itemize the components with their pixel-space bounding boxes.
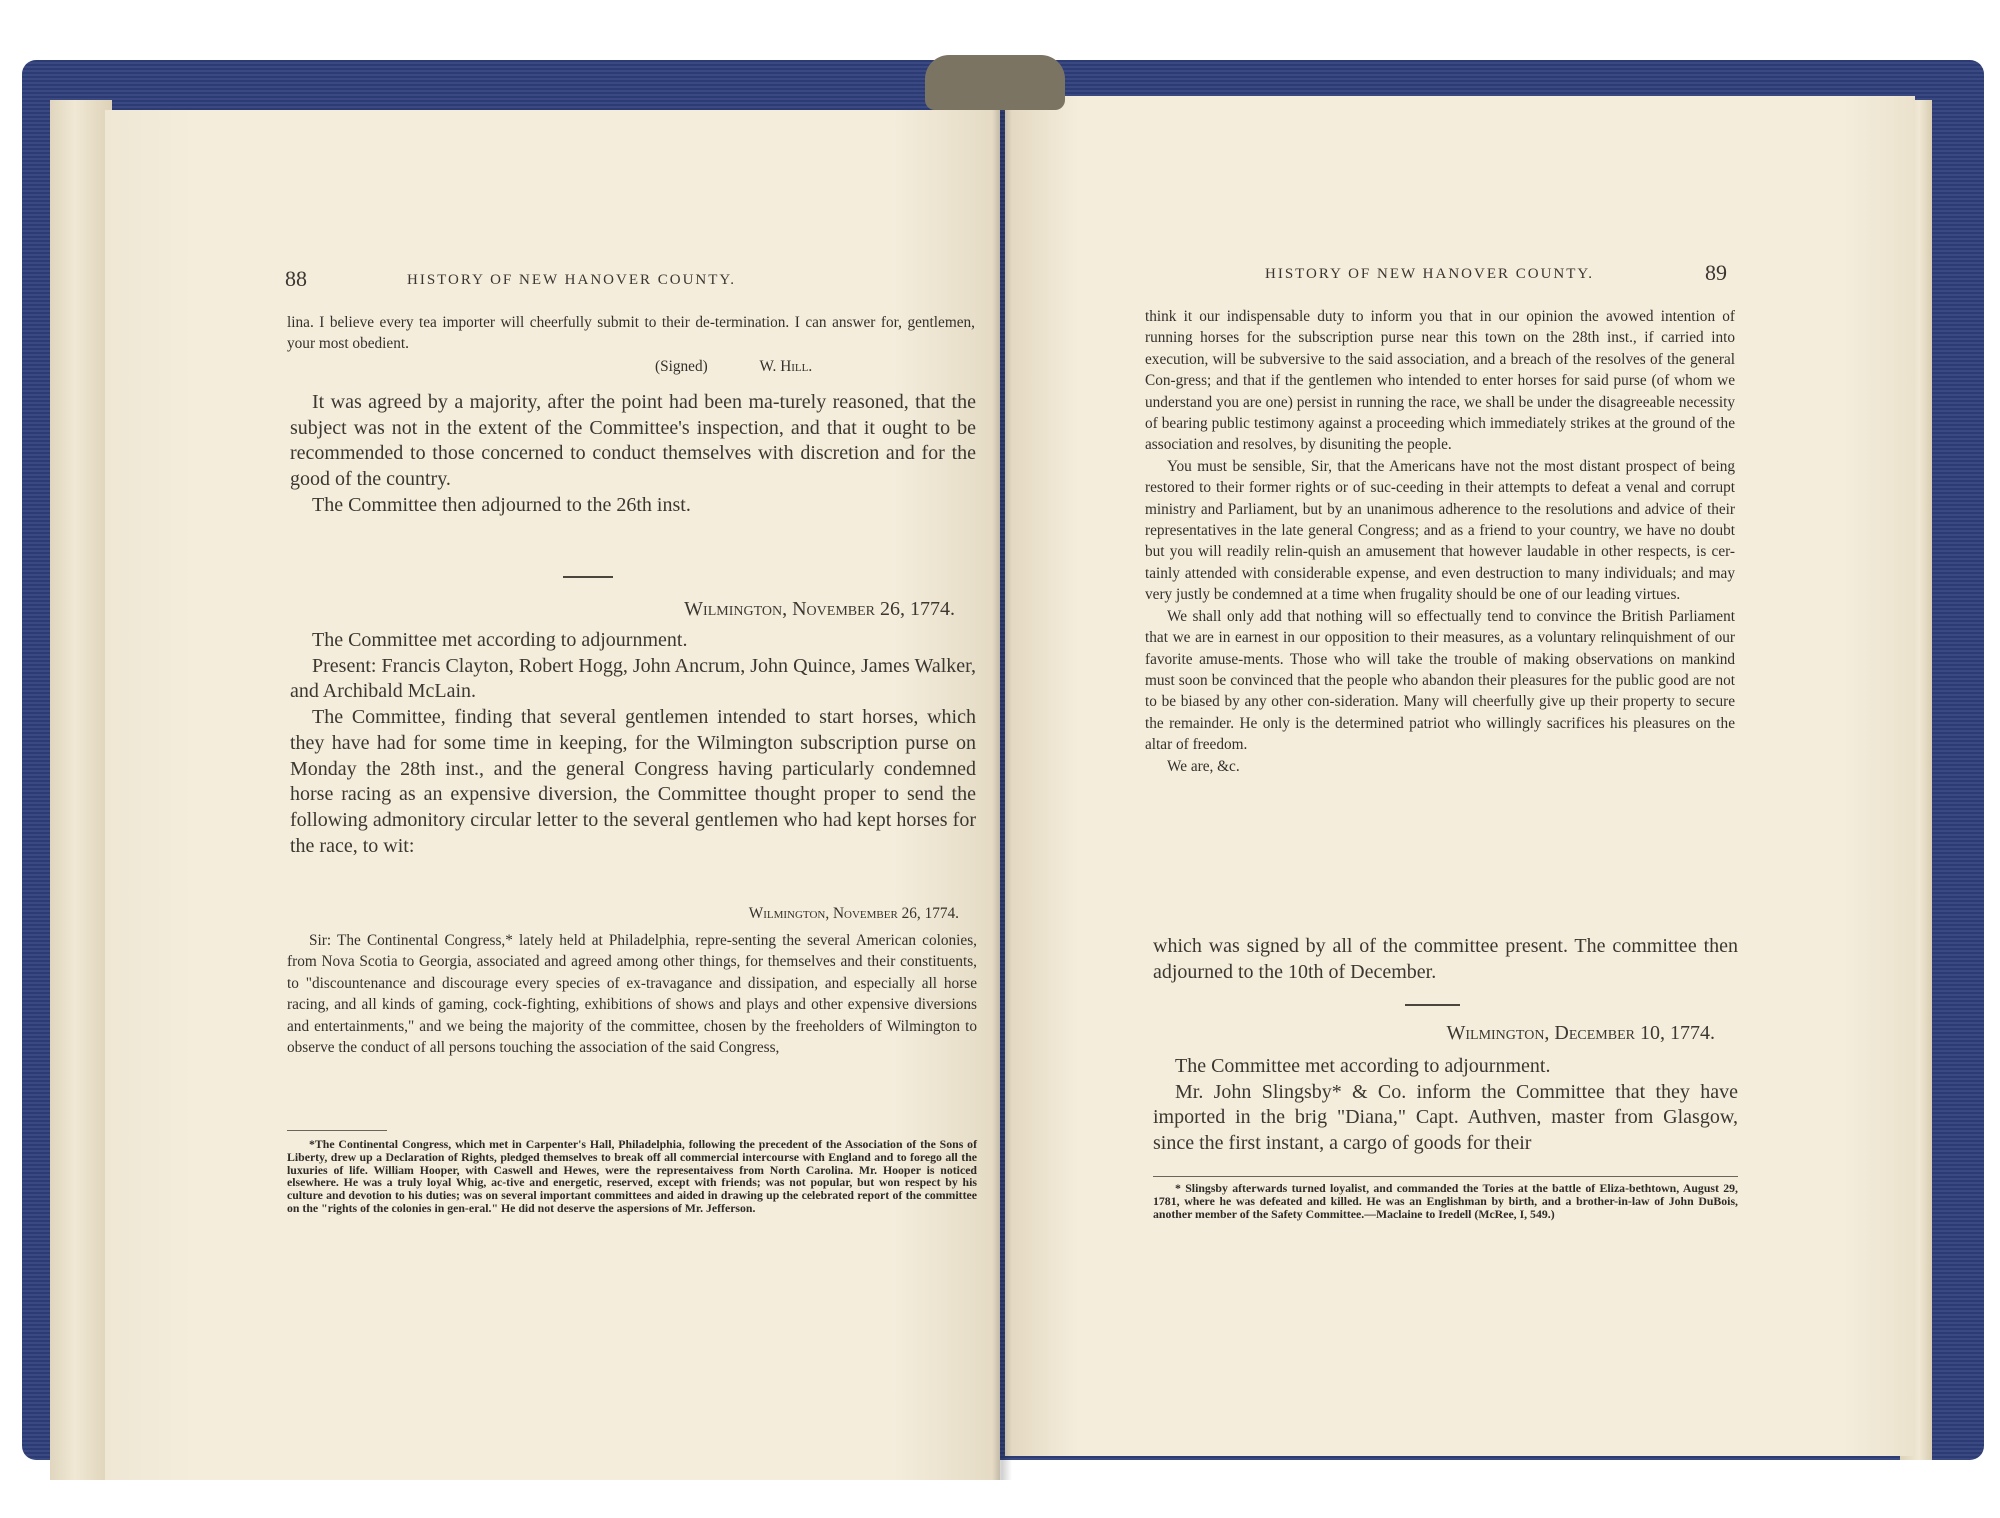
signed-label: (Signed)	[655, 358, 708, 375]
carry-over-text	[287, 312, 975, 355]
paragraph: Mr. John Slingsby* & Co. inform the Committee that they have imported in the brig "Diana," Capt. Authven, master from Glasgow, since the first instant, a cargo of goods for their	[1153, 1080, 1738, 1155]
dateline: Wilmington, November 26, 1774.	[684, 598, 955, 620]
page-edges-left	[50, 100, 112, 1480]
paragraph: Present: Francis Clayton, Robert Hogg, John Ancrum, John Quince, James Walker, and Archibald McLain.	[290, 654, 976, 703]
paragraph: which was signed by all of the committee present. The committee then adjourned to the 10th of December.	[1153, 935, 1738, 983]
footnote	[287, 1138, 977, 1215]
footnote-text: * Slingsby afterwards turned loyalist, and commanded the Tories at the battle of Eliza-bethtown, August 29, 1781, where he was defeated and killed. He was an Englishman by birth, and a brother-in-law of John DuBois, another member of the Safety Committee.—Maclaine to Iredell (McRee, I, 549.)	[1153, 1181, 1738, 1221]
page-number: 89	[1705, 260, 1727, 285]
letter-paragraph: We shall only add that nothing will so effectually tend to convince the British Parliament that we are in earnest in our opposition to their measures, as a voluntary relinquishment of our favorite amuse-ments. Those who will take the trouble of making observations on mankind must soon be convinced that the people who abandon their pleasures for the public good are not to be biased by any other con-sideration. Many will cheerfully give up their property to secure the remainder. He only is the determined patriot who willingly sacrifices his pleasures on the altar of freedom.	[1145, 607, 1735, 754]
paragraph: The Committee then adjourned to the 26th inst.	[312, 493, 691, 516]
paragraph: The Committee met according to adjournment.	[1175, 1055, 1551, 1077]
letter-text	[1145, 306, 1735, 777]
paragraph: The Committee met according to adjournment.	[312, 629, 688, 651]
body-text-upper	[290, 390, 976, 519]
section-rule	[563, 576, 613, 578]
letter-paragraph: think it our indispensable duty to inform you that in our opinion the avowed intention of running horses for the subscription purse near this town on the 28th inst., if carried into execution, will be subversive to the said association, and a breach of the resolves of the general Con-gress; and that if the gentlemen who intended to enter horses for said purse (of whom we understand you are one) persist in running the race, we shall be under the disagreeable necessity of bearing public testimony against a proceeding which immediately strikes at the ground of the association and resolves, by disuniting the people.	[1145, 308, 1735, 454]
letter-closing: We are, &c.	[1167, 757, 1240, 775]
body-text-lower	[290, 628, 976, 859]
footnote-text: *The Continental Congress, which met in Carpenter's Hall, Philadelphia, following the precedent of the Association of the Sons of Liberty, drew up a Declaration of Rights, pledged themselves to break off all commercial intercourse with England and to forego all the luxuries of life. William Hooper, with Caswell and Hewes, were the representaivess from North Carolina. Mr. Hooper is noticed elsewhere. He was a truly loyal Whig, ac-tive and energetic, reserved, except with friends; was not popular, but won respect by his culture and devotion to his duties; was on several important committees and aided in drawing up the celebrated report of the committee on the "rights of the colonies in gen-eral." He did not deserve the aspersions of Mr. Jefferson.	[287, 1137, 977, 1215]
right-page	[1005, 96, 1915, 1456]
letter-text	[287, 930, 977, 1058]
letter-paragraph: You must be sensible, Sir, that the Americans have not the most distant prospect of being restored to their former rights or of suc-ceeding in their attempts to defeat a venal and corrupt ministry and Parliament, but by an unanimous adherence to the resolutions and advice of their representatives in the late general Congress; and as a friend to your country, we have no doubt but you will readily relin-quish an amusement that however laudable in other respects, is cer-tainly attended with considerable expense, and even destruction to many individuals; and may very justly be condemned at a time when frugality should be one of our leading virtues.	[1145, 457, 1735, 604]
binding-cord	[925, 55, 1065, 110]
letter-paragraph: Sir: The Continental Congress,* lately held at Philadelphia, repre-senting the several American colonies, from Nova Scotia to Georgia, associated and agreed among other things, for themselves and their constituents, to "discountenance and discourage every species of ex-travagance and dissipation, and especially all horse racing, and all kinds of gaming, cock-fighting, exhibitions of shows and plays and other expensive diversions and entertainments," and we being the majority of the committee, chosen by the freeholders of Wilmington to observe the conduct of all persons touching the association of the said Congress,	[287, 932, 977, 1057]
left-page	[105, 110, 1000, 1480]
dateline: Wilmington, December 10, 1774.	[1446, 1022, 1715, 1044]
body-text-upper	[1153, 934, 1738, 985]
running-head: HISTORY OF NEW HANOVER COUNTY.	[407, 272, 737, 288]
footnote-rule	[1153, 1176, 1738, 1177]
carry-over-paragraph: lina. I believe every tea importer will cheerfully submit to their de-termination. I can answer for, gentlemen, your most obedient.	[287, 314, 975, 353]
body-text-lower	[1153, 1054, 1738, 1157]
footnote-rule	[287, 1130, 387, 1131]
paragraph: It was agreed by a majority, after the point had been ma-turely reasoned, that the subject was not in the extent of the Committee's inspection, and that it ought to be recommended to those concerned to conduct themselves with discretion and for the good of the country.	[290, 391, 976, 491]
book-gutter	[992, 80, 1012, 1480]
paragraph: The Committee, finding that several gentlemen intended to start horses, which they have had for some time in keeping, for the Wilmington subscription purse on Monday the 28th inst., and the general Congress having particularly condemned horse racing as an expensive diversion, the Committee thought proper to send the following admonitory circular letter to the several gentlemen who had kept horses for the race, to wit:	[290, 706, 976, 857]
signed-name: W. Hill.	[759, 358, 813, 375]
page-number: 88	[285, 266, 307, 291]
section-rule	[1405, 1004, 1460, 1006]
running-head: HISTORY OF NEW HANOVER COUNTY.	[1265, 266, 1595, 282]
signature-line	[655, 356, 975, 377]
letter-dateline: Wilmington, November 26, 1774.	[748, 905, 959, 922]
footnote	[1153, 1182, 1738, 1220]
